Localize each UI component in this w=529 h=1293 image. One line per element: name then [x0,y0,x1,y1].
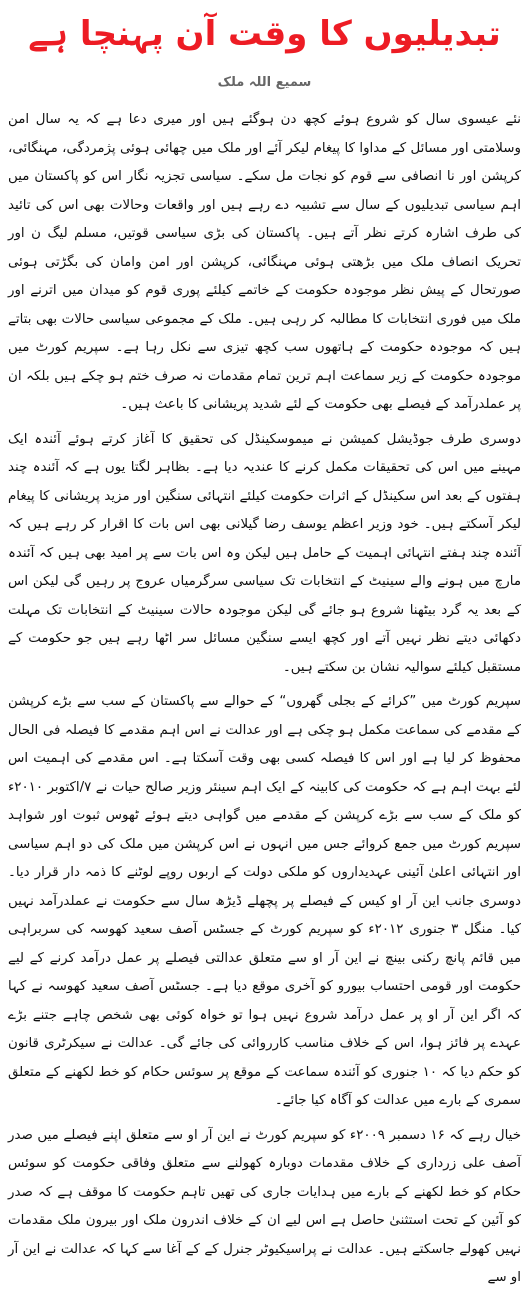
article-paragraph: سپریم کورٹ میں ”کرائے کے بجلی گھروں“ کے حوالے سے پاکستان کے سب سے بڑے کرپشن کے مقدمے کی سماعت مکمل ہو چکی ہے اور عدالت نے اس اہم مقدمے کا فیصلہ فی الحال محفوظ کر لیا ہے اور اس کا فیصلہ کسی بھی وقت آسکتا ہے۔ اس مقدمے کی اہمیت اس لئے بہت اہم ہے کہ حکومت کی کابینہ کے ایک اہم سینئر وزیر صالح حیات نے ۷/اکتوبر ۲۰۱۰ء کو ملک کے سب سے بڑے کرپشن کے مقدمے میں گواہی دیتے ہوئے ٹھوس ثبوت اور شواہد سپریم کورٹ میں جمع کروائے جس میں انہوں نے اس کرپشن میں ملک کی دو اہم سیاسی اور انتہائی اعلیٰ آئینی عہدیداروں کو ملکی دولت کے اربوں روپے لوٹنے کا ذمہ دار قرار دیا۔ دوسری جانب این آر او کیس کے فیصلے پر پچھلے ڈیڑھ سال سے حکومت نے عملدرآمد نہیں کیا۔ منگل ۳ جنوری ۲۰۱۲ء کو سپریم کورٹ کے جسٹس آصف سعید کھوسہ کی سربراہی میں قائم پانچ رکنی بینچ نے این آر او سے متعلق عدالتی فیصلے پر عمل درآمد کرنے کے لیے حکومت اور قومی احتساب بیورو کو آخری موقع دیا ہے۔ جسٹس آصف سعید کھوسہ نے کہا کہ اگر این آر او پر عمل درآمد شروع نہیں ہوا تو خواہ کوئی بھی شخص چاہے جتنے بڑے عہدے پر فائز ہوا، اس کے خلاف مناسب کارروائی کی جائے گی۔ عدالت نے سیکرٹری قانون کو حکم دیا کہ ۱۰ جنوری کو آئندہ سماعت کے موقع پر سوئس حکام کو خط لکھنے کے متعلق سمری کے بارے میں عدالت کو آگاہ کیا جائے۔ [8,694,521,1108]
article-page [0,10,529,1285]
author-byline: سمیع اللہ ملک [217,75,312,90]
article-paragraph: خیال رہے کہ ۱۶ دسمبر ۲۰۰۹ء کو سپریم کورٹ نے این آر او سے متعلق اپنے فیصلے میں صدر آصف علی زرداری کے خلاف مقدمات دوبارہ کھولنے سے متعلق وفاقی حکومت کو سوئس حکام کو خط لکھنے کے بارے میں ہدایات جاری کی تھیں تاہم حکومت کا موقف ہے کہ صدر کو آئین کے تحت استثنیٰ حاصل ہے اس لیے ان کے خلاف اندرون ملک اور بیرون ملک مقدمات نہیں کھولے جاسکتے ہیں۔ عدالت نے پراسیکیوٹر جنرل کے کے آغا سے کہا کہ عدالت نے این آر او سے [8,1127,521,1285]
article-paragraph: دوسری طرف جوڈیشل کمیشن نے میموسکینڈل کی تحقیق کا آغاز کرتے ہوئے آئندہ ایک مہینے میں اس کی تحقیقات مکمل کرنے کا عندیہ دیا ہے۔ بظاہر لگتا یوں ہے کہ آئندہ چند ہفتوں کے بعد اس سکینڈل کے اثرات حکومت کیلئے انتہائی سنگین اور مزید پریشانی کا پیغام لیکر آسکتے ہیں۔ خود وزیر اعظم یوسف رضا گیلانی بھی اس بات کا اقرار کر رہے ہیں کہ آئندہ چند ہفتے انتہائی اہمیت کے حامل ہیں لیکن وہ اس بات سے پر امید بھی ہیں کہ آئندہ مارچ میں ہونے والے سینیٹ کے انتخابات تک سیاسی سرگرمیاں عروج پر رہیں گی لیکن اس کے بعد یہ گرد بیٹھنا شروع ہو جائے گی لیکن موجودہ حالات سینیٹ کے انتخابات تک مہلت دکھائی دیتے نظر نہیں آتے اور کچھ ایسے سنگین مسائل سر اٹھا رہے ہیں جو حکومت کے مستقبل کیلئے سوالیہ نشان بن سکتے ہیں۔ [8,431,521,675]
article-headline: تبدیلیوں کا وقت آن پہنچا ہے [28,14,501,54]
article-body [0,106,529,1293]
article-paragraph: نئے عیسوی سال کو شروع ہوئے کچھ دن ہوگئے ہیں اور میری دعا ہے کہ یہ سال امن وسلامتی اور مسائل کے مداوا کا پیغام لیکر آئے اور ملک میں چھائی ہوئی پژمردگی، مہنگائی، کرپشن اور نا انصافی سے قوم کو نجات مل سکے۔ سیاسی تجزیہ نگار اس کو پاکستان میں اہم سیاسی تبدیلیوں کے سال سے تشبیہ دے رہے ہیں اور واقعات وحالات بھی اس کی تائید کی طرف اشارہ کرتے نظر آتے ہیں۔ پاکستان کی بڑی سیاسی قوتیں، مسلم لیگ ن اور تحریک انصاف ملک میں بڑھتی ہوئی مہنگائی، کرپشن اور امن وامان کی بگڑتی ہوئی صورتحال کے پیش نظر موجودہ حکومت کے خاتمے کیلئے پوری قوم کو میدان میں اترنے اور ملک میں فوری انتخابات کا مطالبہ کر رہی ہیں۔ ملک کے مجموعی سیاسی حالات بھی بتاتے ہیں کہ موجودہ حکومت کے ہاتھوں سب کچھ تیزی سے نکل رہا ہے۔ سپریم کورٹ میں موجودہ حکومت کے زیر سماعت اہم ترین تمام مقدمات نہ صرف ختم ہو چکے ہیں بلکہ ان پر عملدرآمد کے فیصلے بھی حکومت کے لئے شدید پریشانی کا باعث ہیں۔ [8,112,521,412]
